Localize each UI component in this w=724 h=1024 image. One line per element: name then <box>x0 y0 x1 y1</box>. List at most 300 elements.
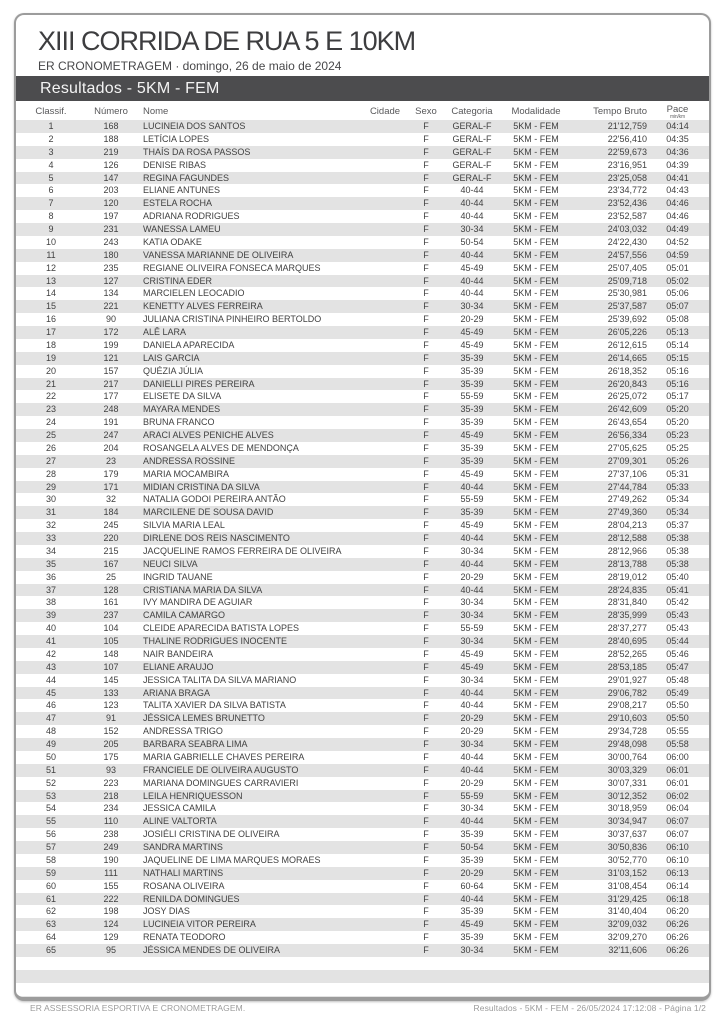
cell-tempo: 23'34,772 <box>607 185 647 196</box>
cell-nome: JESSICA TALITA DA SILVA MARIANO <box>143 674 297 685</box>
cell-nome: FRANCIELE DE OLIVEIRA AUGUSTO <box>143 764 299 775</box>
table-row <box>16 352 709 365</box>
cell-nome: BARBARA SEABRA LIMA <box>143 739 248 749</box>
table-row <box>16 622 709 635</box>
cell-tempo: 22'56,410 <box>607 133 647 144</box>
cell-numero: 23 <box>105 455 116 466</box>
cell-tempo: 27'05,625 <box>607 442 647 453</box>
column-header-numero: Número <box>94 106 128 117</box>
cell-numero: 179 <box>103 468 119 479</box>
cell-classif <box>16 983 86 996</box>
cell-pace: 05:50 <box>666 700 689 711</box>
cell-modalidade: 5KM - FEM <box>513 185 559 196</box>
cell-numero: 129 <box>103 932 119 943</box>
cell-cidade <box>356 725 414 738</box>
cell-classif: 11 <box>46 249 56 260</box>
cell-pace: 05:16 <box>666 365 689 376</box>
column-header-modalidade: Modalidade <box>511 106 561 117</box>
cell-classif: 36 <box>45 571 56 582</box>
cell-nome: MARCIELEN LEOCADIO <box>143 288 245 299</box>
cell-cidade <box>356 390 414 403</box>
cell-sexo: F <box>423 867 429 878</box>
cell-tempo: 28'12,966 <box>607 545 647 556</box>
cell-classif: 21 <box>45 378 56 389</box>
cell-pace: 06:26 <box>666 945 689 955</box>
cell-classif: 40 <box>45 623 56 634</box>
table-row <box>16 313 709 326</box>
table-row <box>16 996 709 1002</box>
cell-classif: 62 <box>45 906 56 917</box>
cell-categoria: 30-34 <box>460 224 484 234</box>
cell-categoria: 45-49 <box>460 430 484 440</box>
cell-pace: 06:01 <box>666 764 689 775</box>
cell-classif: 7 <box>48 198 54 209</box>
table-row <box>16 970 709 983</box>
cell-categoria <box>438 983 506 996</box>
cell-modalidade <box>506 983 566 996</box>
cell-classif: 4 <box>48 159 54 170</box>
cell-sexo <box>414 957 438 970</box>
table-row <box>16 699 709 712</box>
cell-pace: 05:17 <box>666 391 689 402</box>
cell-modalidade: 5KM - FEM <box>513 919 559 930</box>
cell-numero: 172 <box>103 327 119 337</box>
cell-categoria: 30-34 <box>460 803 484 814</box>
cell-cidade <box>356 262 414 275</box>
cell-numero: 223 <box>103 777 119 788</box>
cell-nome: ALINE VALTORTA <box>143 816 217 827</box>
cell-modalidade: 5KM - FEM <box>513 159 559 170</box>
cell-tempo: 28'37,277 <box>607 623 647 634</box>
column-header-tempo: Tempo Bruto <box>593 106 647 117</box>
cell-nome: REGINA FAGUNDES <box>143 172 230 183</box>
table-row <box>16 558 709 571</box>
cell-nome: CAMILA CAMARGO <box>143 610 226 621</box>
column-header-cidade: Cidade <box>369 106 401 117</box>
cell-pace <box>647 996 708 1002</box>
table-row <box>16 661 709 674</box>
cell-pace <box>647 957 708 970</box>
cell-sexo: F <box>423 275 429 286</box>
cell-cidade <box>356 584 414 597</box>
cell-categoria: 35-39 <box>460 507 484 518</box>
cell-cidade <box>356 841 414 854</box>
cell-sexo: F <box>423 327 429 337</box>
cell-numero <box>86 983 136 996</box>
cell-tempo: 28'52,265 <box>607 648 647 659</box>
cell-sexo: F <box>423 932 429 943</box>
cell-categoria: 40-44 <box>460 700 484 711</box>
cell-pace: 06:07 <box>666 816 689 827</box>
cell-sexo <box>414 983 438 996</box>
cell-modalidade: 5KM - FEM <box>513 417 559 428</box>
cell-classif: 65 <box>45 945 56 955</box>
cell-numero: 175 <box>103 751 119 762</box>
cell-cidade <box>356 506 414 519</box>
table-row <box>16 468 709 481</box>
cell-cidade <box>356 442 414 455</box>
cell-tempo: 30'12,352 <box>607 790 647 801</box>
cell-modalidade: 5KM - FEM <box>513 636 559 646</box>
cell-pace: 05:38 <box>666 545 689 556</box>
cell-nome: RENATA TEODORO <box>143 932 226 943</box>
cell-modalidade: 5KM - FEM <box>513 352 559 363</box>
cell-classif <box>16 970 86 983</box>
table-row <box>16 287 709 300</box>
cell-nome: VANESSA MARIANNE DE OLIVEIRA <box>143 249 294 260</box>
cell-tempo: 30'18,959 <box>607 803 647 814</box>
cell-nome: SILVIA MARIA LEAL <box>143 520 225 531</box>
cell-modalidade: 5KM - FEM <box>513 829 559 840</box>
cell-cidade <box>356 596 414 609</box>
cell-modalidade: 5KM - FEM <box>513 211 559 222</box>
cell-modalidade <box>506 970 566 983</box>
cell-numero: 93 <box>105 764 116 775</box>
cell-modalidade: 5KM - FEM <box>513 224 559 234</box>
cell-tempo: 23'52,436 <box>607 198 647 209</box>
cell-cidade <box>356 326 414 339</box>
cell-sexo: F <box>423 764 429 775</box>
cell-numero: 32 <box>105 494 116 505</box>
cell-categoria: 40-44 <box>460 198 484 209</box>
cell-pace: 05:34 <box>666 494 689 505</box>
cell-numero: 222 <box>103 893 119 904</box>
cell-sexo: F <box>423 829 429 840</box>
cell-modalidade: 5KM - FEM <box>513 674 559 685</box>
cell-numero: 215 <box>103 545 119 556</box>
cell-numero: 237 <box>103 610 119 621</box>
cell-modalidade: 5KM - FEM <box>513 790 559 801</box>
cell-tempo: 23'16,951 <box>607 159 647 170</box>
cell-classif: 48 <box>45 726 56 737</box>
cell-nome: DENISE RIBAS <box>143 159 207 170</box>
cell-tempo: 30'34,947 <box>607 816 647 827</box>
cell-nome: ALÊ LARA <box>143 327 187 337</box>
cell-tempo: 28'31,840 <box>607 597 647 608</box>
cell-pace: 05:49 <box>666 687 689 698</box>
cell-cidade <box>356 532 414 545</box>
cell-categoria: 55-59 <box>460 790 484 801</box>
cell-cidade <box>356 661 414 674</box>
cell-categoria: 40-44 <box>460 533 484 543</box>
table-row <box>16 905 709 918</box>
cell-sexo: F <box>423 700 429 711</box>
cell-cidade <box>356 712 414 725</box>
cell-cidade <box>356 378 414 391</box>
cell-pace: 05:46 <box>666 648 689 659</box>
cell-categoria: 40-44 <box>460 816 484 827</box>
table-row <box>16 172 709 185</box>
cell-tempo: 28'24,835 <box>607 584 647 595</box>
cell-classif: 29 <box>45 481 56 492</box>
cell-numero: 243 <box>103 236 119 247</box>
cell-categoria: 40-44 <box>460 185 484 196</box>
cell-cidade <box>356 313 414 326</box>
cell-cidade <box>356 172 414 185</box>
cell-sexo: F <box>423 481 429 492</box>
cell-nome: QUÉZIA JÚLIA <box>143 365 204 376</box>
cell-pace: 06:26 <box>666 932 689 943</box>
cell-classif: 37 <box>45 584 56 595</box>
cell-categoria: 35-39 <box>460 365 484 376</box>
cell-cidade <box>356 558 414 571</box>
cell-pace: 06:01 <box>666 777 689 788</box>
cell-sexo: F <box>423 404 429 415</box>
table-row <box>16 390 709 403</box>
cell-classif: 32 <box>45 520 56 531</box>
table-row <box>16 236 709 249</box>
cell-sexo: F <box>423 545 429 556</box>
table-row <box>16 944 709 957</box>
cell-sexo: F <box>423 494 429 505</box>
cell-classif: 18 <box>45 339 56 350</box>
cell-cidade <box>356 828 414 841</box>
cell-categoria: 55-59 <box>460 391 484 402</box>
cell-cidade <box>356 815 414 828</box>
cell-pace: 06:00 <box>666 751 689 762</box>
table-row <box>16 802 709 815</box>
cell-classif: 16 <box>45 314 56 325</box>
cell-tempo: 27'44,784 <box>607 481 647 492</box>
cell-categoria: 40-44 <box>460 751 484 762</box>
cell-modalidade: 5KM - FEM <box>513 932 559 943</box>
column-header-classif: Classif. <box>35 106 67 117</box>
cell-nome: IVY MANDIRA DE AGUIAR <box>143 597 253 608</box>
table-row <box>16 223 709 236</box>
cell-numero: 124 <box>103 919 119 930</box>
table-row <box>16 712 709 725</box>
cell-sexo: F <box>423 674 429 685</box>
cell-sexo: F <box>423 430 429 440</box>
cell-nome: JOSY DIAS <box>143 906 190 917</box>
cell-cidade <box>356 944 414 957</box>
table-row <box>16 339 709 352</box>
cell-categoria: 45-49 <box>460 327 484 337</box>
cell-sexo: F <box>423 803 429 814</box>
cell-pace: 05:43 <box>666 623 689 634</box>
table-row <box>16 931 709 944</box>
cell-modalidade: 5KM - FEM <box>513 133 559 144</box>
table-row <box>16 571 709 584</box>
cell-modalidade: 5KM - FEM <box>513 172 559 183</box>
cell-categoria: 35-39 <box>460 906 484 917</box>
cell-nome: LAIS GARCIA <box>143 352 200 363</box>
cell-modalidade: 5KM - FEM <box>513 880 559 891</box>
cell-modalidade: 5KM - FEM <box>513 803 559 814</box>
cell-modalidade: 5KM - FEM <box>513 751 559 762</box>
cell-cidade <box>356 275 414 288</box>
cell-pace: 05:40 <box>666 571 689 582</box>
cell-pace: 05:55 <box>666 726 689 737</box>
cell-nome: MARIA GABRIELLE CHAVES PEREIRA <box>143 751 305 762</box>
cell-nome: KATIA ODAKE <box>143 236 202 247</box>
cell-numero: 90 <box>105 314 116 325</box>
cell-modalidade: 5KM - FEM <box>513 404 559 415</box>
table-row <box>16 416 709 429</box>
table-row <box>16 764 709 777</box>
table-row <box>16 197 709 210</box>
table-row <box>16 790 709 803</box>
cell-categoria: 30-34 <box>460 545 484 556</box>
cell-classif: 51 <box>45 764 56 775</box>
cell-categoria: GERAL-F <box>452 133 492 144</box>
cell-categoria: 45-49 <box>460 648 484 659</box>
table-row <box>16 326 709 339</box>
cell-numero: 219 <box>103 146 119 157</box>
cell-tempo: 30'37,637 <box>607 829 647 840</box>
cell-nome: WANESSA LAMEU <box>143 224 221 234</box>
cell-categoria: 20-29 <box>460 713 484 724</box>
cell-numero: 157 <box>103 365 119 376</box>
cell-numero: 235 <box>103 262 119 273</box>
cell-sexo: F <box>423 468 429 479</box>
cell-modalidade: 5KM - FEM <box>513 275 559 286</box>
cell-tempo: 27'09,301 <box>607 455 647 466</box>
cell-cidade <box>356 545 414 558</box>
column-header-sexo: Sexo <box>415 106 437 117</box>
cell-nome: ELIANE ANTUNES <box>143 185 221 196</box>
cell-pace: 06:13 <box>666 867 689 878</box>
table-row <box>16 133 709 146</box>
cell-numero: 191 <box>103 417 119 428</box>
cell-tempo: 31'29,425 <box>607 893 647 904</box>
cell-modalidade: 5KM - FEM <box>513 339 559 350</box>
cell-nome: LUCINEIA VITOR PEREIRA <box>143 919 256 930</box>
cell-pace: 04:35 <box>666 133 689 144</box>
cell-categoria: 40-44 <box>460 558 484 569</box>
cell-classif <box>16 996 86 1002</box>
cell-sexo: F <box>423 417 429 428</box>
cell-pace: 05:50 <box>666 713 689 724</box>
cell-classif: 53 <box>45 790 56 801</box>
cell-pace: 04:49 <box>666 224 689 234</box>
cell-nome: MAYARA MENDES <box>143 404 221 415</box>
cell-pace: 06:10 <box>666 854 689 865</box>
cell-numero: 91 <box>105 713 116 724</box>
cell-cidade <box>356 249 414 262</box>
cell-modalidade: 5KM - FEM <box>513 687 559 698</box>
cell-cidade <box>356 455 414 468</box>
cell-modalidade: 5KM - FEM <box>513 494 559 505</box>
cell-nome: DIRLENE DOS REIS NASCIMENTO <box>143 533 290 543</box>
cell-categoria: 45-49 <box>460 262 484 273</box>
cell-nome: ELIANE ARAUJO <box>143 661 214 672</box>
cell-tempo: 28'12,588 <box>607 533 647 543</box>
cell-categoria: 35-39 <box>460 455 484 466</box>
cell-tempo: 27'49,360 <box>607 507 647 518</box>
cell-pace: 06:02 <box>666 790 689 801</box>
cell-nome: JÉSSICA LEMES BRUNETTO <box>143 713 265 724</box>
cell-modalidade: 5KM - FEM <box>513 661 559 672</box>
cell-numero: 199 <box>103 339 119 350</box>
cell-modalidade: 5KM - FEM <box>513 301 559 312</box>
cell-pace: 05:14 <box>666 339 689 350</box>
table-row <box>16 455 709 468</box>
cell-modalidade: 5KM - FEM <box>513 558 559 569</box>
cell-tempo: 29'10,603 <box>607 713 647 724</box>
cell-classif: 34 <box>45 545 56 556</box>
cell-modalidade: 5KM - FEM <box>513 816 559 827</box>
cell-sexo: F <box>423 520 429 531</box>
cell-pace: 05:33 <box>666 481 689 492</box>
table-row <box>16 146 709 159</box>
cell-modalidade: 5KM - FEM <box>513 430 559 440</box>
cell-nome: CRISTINA EDER <box>143 275 213 286</box>
cell-modalidade: 5KM - FEM <box>513 739 559 749</box>
cell-categoria <box>438 996 506 1002</box>
cell-sexo: F <box>423 584 429 595</box>
cell-cidade <box>356 867 414 880</box>
cell-classif: 1 <box>48 121 54 131</box>
cell-pace <box>647 983 708 996</box>
cell-classif: 60 <box>45 880 56 891</box>
cell-pace: 06:20 <box>666 906 689 917</box>
cell-tempo: 26'18,352 <box>607 365 647 376</box>
cell-classif: 13 <box>45 275 56 286</box>
cell-cidade <box>356 918 414 931</box>
cell-numero: 104 <box>103 623 119 634</box>
table-row <box>16 378 709 391</box>
table-row <box>16 609 709 622</box>
cell-numero <box>86 996 136 1002</box>
cell-categoria: 30-34 <box>460 597 484 608</box>
cell-nome <box>136 983 356 996</box>
cell-categoria: 20-29 <box>460 314 484 325</box>
cell-categoria: 35-39 <box>460 442 484 453</box>
cell-sexo: F <box>423 378 429 389</box>
cell-modalidade: 5KM - FEM <box>513 520 559 531</box>
cell-numero: 107 <box>103 661 119 672</box>
cell-nome: DANIELLI PIRES PEREIRA <box>143 378 255 389</box>
cell-categoria: 35-39 <box>460 932 484 943</box>
cell-classif: 19 <box>45 352 56 363</box>
cell-cidade <box>356 236 414 249</box>
cell-nome: THAÍS DA ROSA PASSOS <box>143 146 251 157</box>
cell-sexo: F <box>423 301 429 312</box>
cell-pace: 06:10 <box>666 842 689 852</box>
cell-categoria: 30-34 <box>460 610 484 621</box>
cell-categoria: 35-39 <box>460 378 484 389</box>
cell-pace <box>647 970 708 983</box>
cell-sexo: F <box>423 906 429 917</box>
cell-pace: 05:37 <box>666 520 689 531</box>
cell-sexo: F <box>423 610 429 621</box>
cell-nome: MARIANA DOMINGUES CARRAVIERI <box>143 777 299 788</box>
table-row <box>16 275 709 288</box>
cell-pace: 05:16 <box>666 378 689 389</box>
cell-cidade <box>356 159 414 172</box>
cell-classif: 54 <box>45 803 56 814</box>
cell-classif: 26 <box>45 442 56 453</box>
cell-sexo: F <box>423 172 429 183</box>
footer-right: Resultados - 5KM - FEM - 26/05/2024 17:12:08 - Página 1/2 <box>473 1003 706 1013</box>
cell-numero: 221 <box>103 301 119 312</box>
cell-categoria: 30-34 <box>460 674 484 685</box>
cell-categoria: 50-54 <box>460 236 484 247</box>
cell-pace: 04:46 <box>666 211 689 222</box>
cell-nome: CLEIDE APARECIDA BATISTA LOPES <box>143 623 300 634</box>
cell-classif: 30 <box>45 494 56 505</box>
cell-nome: ADRIANA RODRIGUES <box>143 211 240 222</box>
cell-categoria: 60-64 <box>460 880 484 891</box>
cell-pace: 05:15 <box>666 352 689 363</box>
cell-classif: 5 <box>48 172 54 183</box>
cell-pace: 05:47 <box>666 661 689 672</box>
cell-classif: 8 <box>48 211 54 222</box>
cell-pace: 04:36 <box>666 146 689 157</box>
cell-classif: 58 <box>45 854 56 865</box>
cell-tempo <box>566 996 647 1002</box>
